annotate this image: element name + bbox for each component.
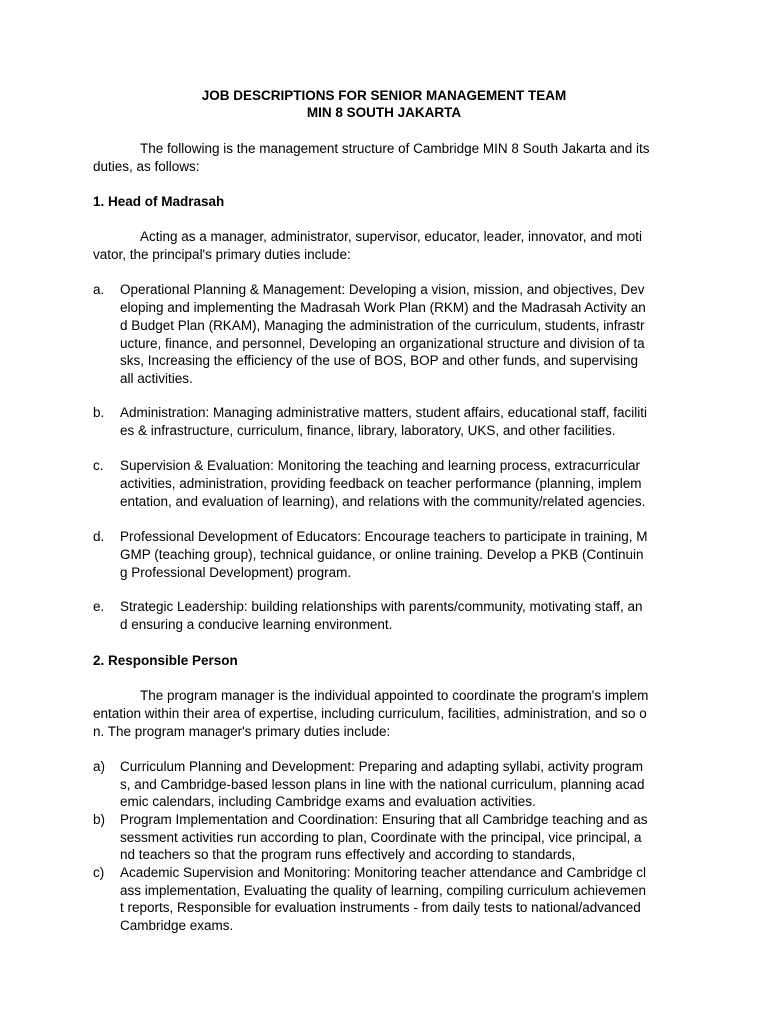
list-marker: c. [93,458,104,473]
list-item-line: sessment activities run according to plan, Coordinate with the principal, vice principal, a [120,830,642,845]
list-item-line: Professional Development of Educators: Encourage teachers to participate in training, M [120,529,648,544]
section-heading: 1. Head of Madrasah [93,194,225,209]
list-item-line: Program Implementation and Coordination: Ensuring that all Cambridge teaching and as [120,812,648,827]
paragraph-line: n. The program manager's primary duties include: [93,724,391,739]
paragraph-line: The program manager is the individual appointed to coordinate the program's implem [140,688,649,703]
list-item-line: Cambridge exams. [120,918,234,933]
list-item-line: d ensuring a conducive learning environment. [120,617,393,632]
list-item-line: nd teachers so that the program runs effectively and according to standards, [120,847,576,862]
list-item-line: ucture, finance, and personnel, Developing an organizational structure and division of ta [120,336,645,351]
list-item-line: Administration: Managing administrative matters, student affairs, educational staff, faciliti [120,405,648,420]
list-marker: b. [93,405,105,420]
list-item-line: s, and Cambridge-based lesson plans in line with the national curriculum, planning acad [120,777,645,792]
list-item-line: Curriculum Planning and Development: Preparing and adapting syllabi, activity program [120,759,644,774]
list-marker: e. [93,599,105,614]
section-heading: 2. Responsible Person [93,653,238,668]
list-item-line: d Budget Plan (RKAM), Managing the administration of the curriculum, students, infrastr [120,318,645,333]
paragraph-line: vator, the principal's primary duties include: [93,247,351,262]
list-item-line: emic calendars, including Cambridge exams and evaluation activities. [120,794,536,809]
list-item-line: Supervision & Evaluation: Monitoring the teaching and learning process, extracurricular [120,458,641,473]
list-item-line: g Professional Development) program. [120,565,352,580]
list-marker: c) [93,865,105,880]
paragraph-line: entation within their area of expertise, including curriculum, facilities, administration, and so o [93,706,647,721]
list-marker: a) [93,759,106,774]
list-marker: a. [93,282,105,297]
list-item-line: Academic Supervision and Monitoring: Monitoring teacher attendance and Cambridge cl [120,865,647,880]
list-item-line: es & infrastructure, curriculum, finance, library, laboratory, UKS, and other facilities. [120,423,616,438]
list-marker: b) [93,812,106,827]
list-item-line: eloping and implementing the Madrasah Work Plan (RKM) and the Madrasah Activity an [120,300,646,315]
list-item-line: Strategic Leadership: building relationships with parents/community, motivating staff, an [120,599,643,614]
intro-line: The following is the management structure of Cambridge MIN 8 South Jakarta and its [140,141,650,156]
paragraph-line: Acting as a manager, administrator, supervisor, educator, leader, innovator, and moti [140,229,643,244]
list-item-line: ass implementation, Evaluating the quality of learning, compiling curriculum achievemen [120,883,647,898]
list-item-line: activities, administration, providing feedback on teacher performance (planning, implem [120,476,642,491]
list-item-line: sks, Increasing the efficiency of the use of BOS, BOP and other funds, and supervising [120,353,639,368]
list-item-line: all activities. [120,371,193,386]
document-subtitle: MIN 8 SOUTH JAKARTA [306,105,462,120]
list-item-line: t reports, Responsible for evaluation instruments - from daily tests to national/advanced [120,900,641,915]
list-marker: d. [93,529,105,544]
list-item-line: Operational Planning & Management: Developing a vision, mission, and objectives, Dev [120,282,645,297]
document-title: JOB DESCRIPTIONS FOR SENIOR MANAGEMENT TEAM [201,88,567,103]
intro-line: duties, as follows: [93,159,200,174]
list-item-line: GMP (teaching group), technical guidance, or online training. Develop a PKB (Continuin [120,547,644,562]
list-item-line: entation, and evaluation of learning), and relations with the community/related agencies. [120,494,646,509]
